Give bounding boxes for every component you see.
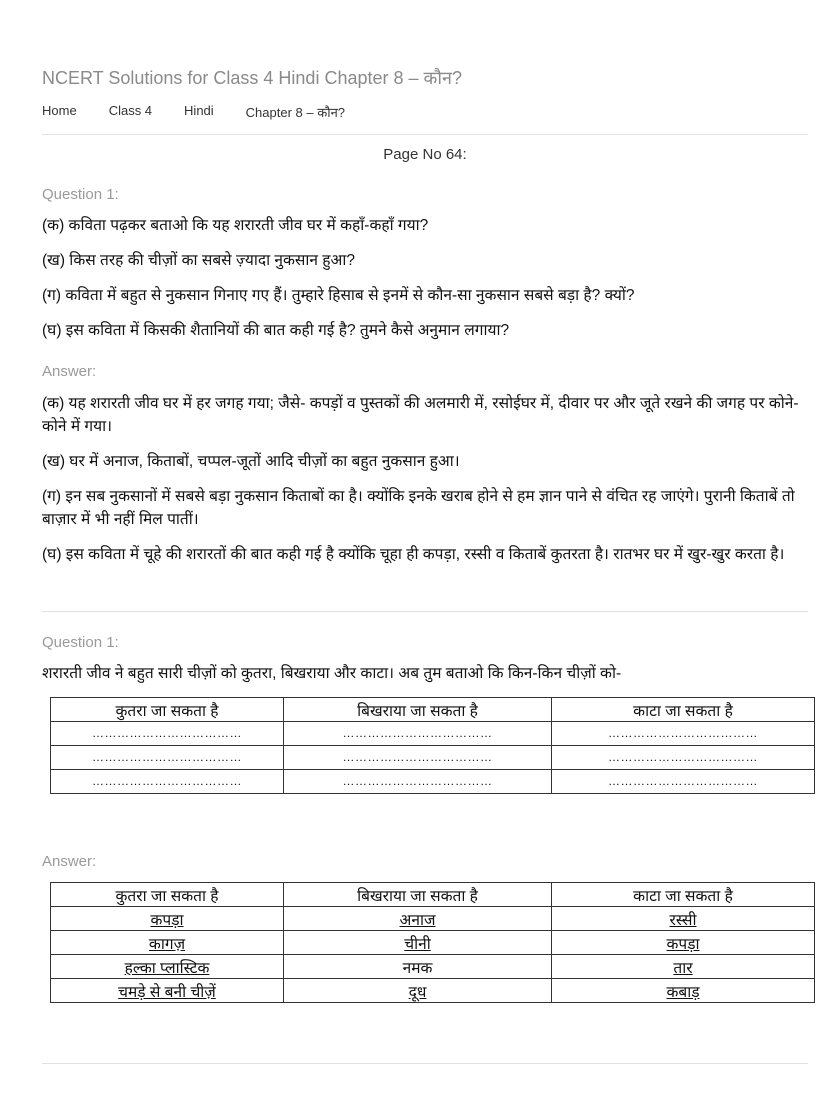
blank-cell: ……………………………… <box>284 722 552 746</box>
question-label: Question 1: <box>42 186 119 203</box>
divider <box>42 1063 808 1064</box>
answer-cell: अनाज <box>284 907 552 931</box>
table-row <box>51 746 815 770</box>
answer-text: (ख) घर में अनाज, किताबों, चप्पल-जूतों आदि चीज़ों का बहुत नुकसान हुआ। <box>42 453 460 470</box>
answer-text: (घ) इस कविता में चूहे की शरारतों की बात कही गई है क्योंकि चूहा ही कपड़ा, रस्सी व किताबें कुतरता है। रातभर घर में खुर-खुर करता है। <box>42 546 785 563</box>
blank-cell: ……………………………… <box>284 770 552 794</box>
blank-cell: ……………………………… <box>552 770 815 794</box>
table-row <box>51 931 815 955</box>
page-title: NCERT Solutions for Class 4 Hindi Chapter 8 – कौन? <box>42 68 462 88</box>
answer-label: Answer: <box>42 363 97 380</box>
answer-cell: कपड़ा <box>552 931 815 955</box>
table-row <box>51 770 815 794</box>
blank-cell: ……………………………… <box>552 746 815 770</box>
answer-table <box>50 882 815 1003</box>
answer-cell: कपड़ा <box>51 907 284 931</box>
blank-cell: ……………………………… <box>284 746 552 770</box>
answer-cell: कागज़ <box>51 931 284 955</box>
question-text: शरारती जीव ने बहुत सारी चीज़ों को कुतरा, बिखराया और काटा। अब तुम बताओ कि किन-किन चीज़ों को- <box>42 665 622 682</box>
breadcrumb-class[interactable]: Class 4 <box>108 103 153 118</box>
table-row <box>51 955 815 979</box>
breadcrumb-subject[interactable]: Hindi <box>184 103 214 118</box>
breadcrumb-home[interactable]: Home <box>42 103 77 118</box>
table-header-cell: काटा जा सकता है <box>552 698 815 722</box>
table-header-row <box>51 698 815 722</box>
blank-cell: ……………………………… <box>552 722 815 746</box>
answer-cell: रस्सी <box>552 907 815 931</box>
table-header-row <box>51 883 815 907</box>
breadcrumb <box>42 103 377 121</box>
divider <box>42 611 808 612</box>
table-row <box>51 979 815 1003</box>
table-header-cell: कुतरा जा सकता है <box>51 698 284 722</box>
question-text: (क) कविता पढ़कर बताओ कि यह शरारती जीव घर में कहाँ-कहाँ गया? <box>42 217 429 234</box>
table-header-cell: बिखराया जा सकता है <box>284 698 552 722</box>
answer-cell: चीनी <box>284 931 552 955</box>
answer-cell: कबाड़ <box>552 979 815 1003</box>
blank-cell: ……………………………… <box>51 722 284 746</box>
answer-cell: तार <box>552 955 815 979</box>
blank-cell: ……………………………… <box>51 770 284 794</box>
table-header-cell: कुतरा जा सकता है <box>51 883 284 907</box>
answer-cell: दूध <box>284 979 552 1003</box>
table-row <box>51 722 815 746</box>
answer-cell: चमड़े से बनी चीज़ें <box>51 979 284 1003</box>
question-text: (ग) कविता में बहुत से नुकसान गिनाए गए हैं। तुम्हारे हिसाब से इनमें से कौन-सा नुकसान सबसे बड़ा है? क्यों? <box>42 287 635 304</box>
question-text: (ख) किस तरह की चीज़ों का सबसे ज़्यादा नुकसान हुआ? <box>42 252 355 269</box>
page-number: Page No 64: <box>383 146 467 163</box>
answer-label: Answer: <box>42 853 97 870</box>
question-text: (घ) इस कविता में किसकी शैतानियों की बात कही गई है? तुमने कैसे अनुमान लगाया? <box>42 322 510 339</box>
blank-cell: ……………………………… <box>51 746 284 770</box>
question-label: Question 1: <box>42 634 119 651</box>
answer-text: (क) यह शरारती जीव घर में हर जगह गया; जैसे- कपड़ों व पुस्तकों की अलमारी में, रसोईघर में, दीवार पर और जूते रखने की जगह पर कोने-कोने में गया। <box>42 395 799 435</box>
answer-cell: नमक <box>284 955 552 979</box>
answer-text: (ग) इन सब नुकसानों में सबसे बड़ा नुकसान किताबों का है। क्योंकि इनके खराब होने से हम ज्ञान पाने से वंचित रह जाएंगे। पुरानी किताबें तो बाज़ार में भी नहीं मिल पातीं। <box>42 488 795 528</box>
breadcrumb-chapter[interactable]: Chapter 8 – कौन? <box>245 105 346 120</box>
answer-cell: हल्का प्लास्टिक <box>51 955 284 979</box>
blank-table <box>50 697 815 794</box>
table-header-cell: काटा जा सकता है <box>552 883 815 907</box>
table-header-cell: बिखराया जा सकता है <box>284 883 552 907</box>
divider <box>42 134 808 135</box>
table-row <box>51 907 815 931</box>
